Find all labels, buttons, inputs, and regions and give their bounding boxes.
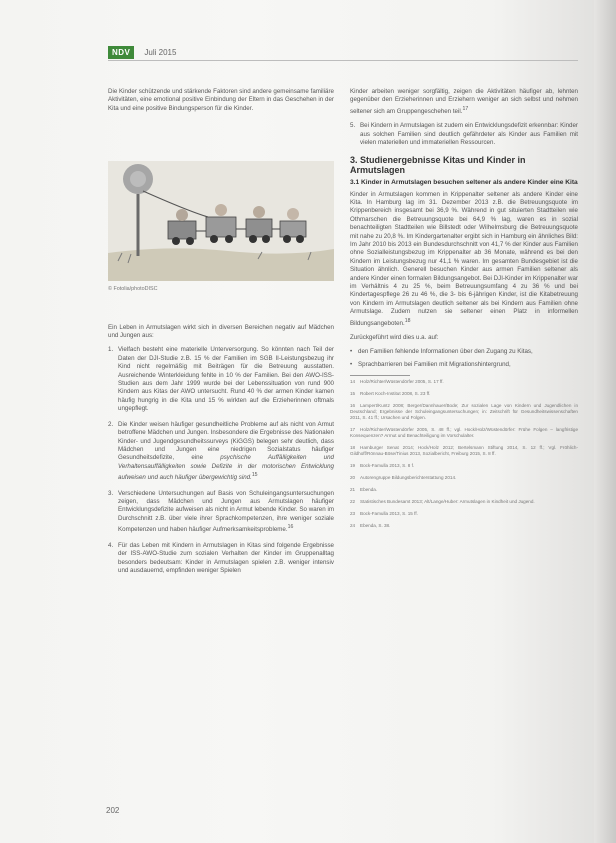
right-column — [350, 88, 578, 535]
body-text: Kinder in Armutslagen kommen in Krippenalter seltener als andere Kinder eine Kita. In Hamburg lag im 31. Dezember 2013 z.B. die Betreuungsquote im Krippenbereich insgesamt bei 36,9 %. Während in gut situierten Stadtteilen wie Othmarschen die Betreuungsquote bei 64,9 % lag, waren es in sozial benachteiligten Stadtteilen wie Billstedt oder Wilhelmsburg die Betreuungsquote mit nahe zu 20,8 %. Im Kindergartenalter ergibt sich in Hamburg ein ähnliches Bild: Im Jahr 2010 bis 2013 ein Bundesdurchschnitt von 41,7 % der Kinder aus Familien ohne Sozialleistungsbezug im Krippenalter ab 36 Monate, während es bei den Kindern im Leistungsbezug nur 41,1 % waren. Im gesamten Bundesgebiet ist die Situation ähnlich. Generell besuchen Kinder aus armen Familien seltener als andere Kinder einen formalen Bildungsangebot. Bei DJI-Kinder im Krippenalter war im Verhältnis 4 zu 25 %, beim Betreuungsumfang 4 zu 36 % und bei Kindertagespflege 26 zu 46 %, die 3- bis 6-jährigen Kinder, ist die Kitabetreuung von Kindern im Armutslagen deutlich seltener als bei Kindern aus Familien ohne Armutslage. Zudem nutzen sie seltener einen Platz in informellen Bildungsangeboten. — [350, 190, 578, 327]
continued-text: Kinder arbeiten weniger sorgfältig, zeigen die Aktivitäten häufiger ab, lehnten gegenüber den Erzieherinnen und Erziehern weniger an sich selbst und nehmen seltener sich am Gruppengeschehen teil. — [350, 88, 578, 115]
page-spine — [594, 0, 616, 843]
footnote-text: Holz/Richter/Wüstendörfer 2005, S. 48 ff.; vgl. Hock/Holz/Wüstendörfer: Frühe Folgen – langfristige Konsequenzen? Armut und Benachteiligung im Vorschulalter. — [350, 427, 578, 439]
list-item — [108, 542, 334, 576]
lead-paragraph: Ein Leben in Armutslagen wirkt sich in diversen Bereichen negativ auf Mädchen und Jungen aus: — [108, 323, 334, 340]
footnote-text: Autorengruppe Bildungsberichterstattung 2014. — [360, 475, 457, 481]
item-number: 3. — [108, 489, 114, 497]
footnote — [350, 511, 578, 517]
list-item: • den Familien fehlende Informationen über den Zugang zu Kitas, — [350, 348, 578, 356]
footnote-number: 14 — [350, 379, 356, 385]
footnote — [350, 475, 578, 481]
item-text: Bei Kindern in Armutslagen ist zudem ein Entwicklungsdefizit erkennbar: Kinder aus solchen Familien sind deutlich gefährdeter als Kinder aus Familien mit vielen materiellen und immateriellen Ressourcen. — [360, 122, 578, 147]
footnotes — [350, 379, 578, 529]
footnote-text: Statistisches Bundesamt 2013; Alt/Lange/Huber: Armutslagen in Kindheit und Jugend. — [360, 499, 535, 505]
footnote-text: Bock-Famulla 2013, S. 15 ff. — [360, 511, 418, 517]
footnote-text: Ebenda, S. 38. — [360, 523, 391, 529]
intro-paragraph: Die Kinder schützende und stärkende Faktoren sind andere gemeinsame familiäre Aktivitäten, eine emotional positive Einbindung der Eltern in das Geschehen in der Kita und eine positive Bindungsperson für die Kinder. — [108, 88, 334, 112]
footnote-text: Holz/Richter/Wüstendörfer 2005, S. 17 ff. — [360, 379, 444, 385]
findings-list-continued — [350, 122, 578, 147]
figure-caption: © Fotolia/photoDISC — [108, 286, 158, 293]
list-item — [108, 421, 334, 483]
footnote-rule — [350, 375, 410, 376]
header-rule — [108, 60, 578, 61]
item-text: Verschiedene Untersuchungen auf Basis von Schuleingangsuntersuchungen zeigen, dass Mädchen und Jungen aus Armutslagen häufiger Entwicklungsdefizite aufweisen als nicht in Armut lebende Kinder. So waren im Durchschnitt z.B. über viele ihrer Sprachkompetenzen, ihre weniger soziale Kompetenzen und haben häufiger Aufmerksamkeitsprobleme. — [118, 489, 334, 534]
findings-list — [108, 346, 334, 575]
footnote-number: 23 — [350, 511, 356, 517]
continued-paragraph — [350, 88, 578, 116]
list-item — [108, 346, 334, 413]
footnote — [350, 445, 578, 457]
footnote — [350, 463, 578, 469]
footnote — [350, 391, 578, 397]
footnote-number: 19 — [350, 463, 356, 469]
item-number: 4. — [108, 541, 114, 549]
footnote-number: 18 — [350, 445, 356, 451]
footnote — [350, 427, 578, 439]
journal-logo: NDV — [108, 46, 134, 59]
footnote-ref: 16 — [287, 524, 294, 531]
footnote-ref: 15 — [251, 472, 258, 479]
footnote-number: 24 — [350, 523, 356, 529]
item-number: 1. — [108, 346, 114, 354]
item-number: 2. — [108, 420, 114, 428]
section-heading: 3. Studienergebnisse Kitas und Kinder in Armutslagen — [350, 154, 526, 175]
subsection-heading: 3.1 Kinder in Armutslagen besuchen seltener als andere Kinder eine Kita — [350, 178, 578, 186]
page-number: 202 — [106, 806, 120, 815]
item-text: Für das Leben mit Kindern in Armutslagen in Kitas sind folgende Ergebnisse der ISS-AWO-Studie zum sozialen Verhalten der Kinder im Gruppenalltag besonders bedeutsam: Kinder in Armutslagen spielen z.B. weniger intensiv und ausdauernd, empfinden weniger Spielen — [118, 541, 334, 574]
item-text: Die Kinder weisen häufiger gesundheitliche Probleme auf als nicht von Armut betroffene Mädchen und Jungen. Insbesondere die Ergebnisse des Nationalen Kinder- und Jugendgesundheitssurveys (KiGGS) belegen sehr deutlich, dass Mädchen und Jungen eine niedrigen Sozialstatus häufiger Gesundheitsdefizite, eine — [118, 420, 334, 462]
left-column — [108, 88, 334, 582]
footnote — [350, 379, 578, 385]
footnote — [350, 487, 578, 493]
footnote-number: 22 — [350, 499, 356, 505]
footnote — [350, 499, 578, 505]
footnote-ref: 18 — [404, 317, 411, 324]
footnote-text: Ebenda. — [360, 487, 378, 493]
list-item — [350, 122, 578, 147]
item-text: Vielfach besteht eine materielle Unterversorgung. So könnten nach Teil der Daten der DJI-Studie z.B. 15 % der Familien im SGB II-Leistungsbezug ihr Kind nicht regelmäßig mit Beiträgen für die Betreuung ausstatten. Ausreichende Winterkleidung fehlte in 10 % der Familien. Bei den AWO-ISS-Studien aus dem Jahr 1999 wurde bei der Lebenssituation von rund 900 Kindern aus Kitas der AWO untersucht. Rund 40 % der armen Kinder kamen häufig hungrig in die Kita und 15 % wirkten auf die Erzieherinnen oftmals ungepflegt. — [118, 346, 334, 413]
item-italic-text: psychische Auffälligkeiten und Verhaltensauffälligkeiten sowie Defizite in der motorischen Entwicklung aufweisen und auch häufiger übergewichtig sind. — [118, 454, 334, 482]
child-drawing-image — [108, 161, 334, 281]
footnote-text: Robert Koch-Institut 2008, S. 23 ff. — [360, 391, 431, 397]
list-item: • Sprachbarrieren bei Familien mit Migrationshintergrund, — [350, 361, 578, 369]
child-drawing-figure — [108, 161, 334, 281]
item-number: 5. — [350, 122, 356, 130]
footnote-text: Hamburger Senat 2014; Hock/Holz 2012; Bertelsmann Stiftung 2014, S. 12 ff.; Vgl. Fröhlich-Gildhoff/Rönnau-Böse/Tinius 2013, Sozialbericht, Freiburg 2015, S. 8 ff. — [350, 445, 578, 457]
footnote-number: 15 — [350, 391, 356, 397]
page-header — [108, 46, 176, 59]
reasons-list — [350, 348, 578, 369]
footnote-number: 16 — [350, 403, 356, 409]
footnote-number: 17 — [350, 427, 356, 433]
list-item — [108, 490, 334, 535]
footnote — [350, 403, 578, 421]
footnote-number: 21 — [350, 487, 356, 493]
body-paragraph — [350, 191, 578, 329]
issue-date: Juli 2015 — [144, 48, 177, 57]
footnote-number: 20 — [350, 475, 356, 481]
reasons-lead: Zurückgeführt wird dies u.a. auf: — [350, 334, 439, 342]
footnote — [350, 523, 578, 529]
footnote-text: Lampert/Kuntz 2008; Berger/Dannhauer/Bode; Zur sozialen Lage von Kindern und Jugendlichen in Deutschland; Ergebnisse der Schuleingangsuntersuchungen; in: Zeitschrift für Gesundheitswissenschaften 2011, S. 41 ff.; Ursachen und Folgen. — [350, 403, 578, 421]
footnote-text: Bock-Famulla 2013, S. 8 f. — [360, 463, 415, 469]
footnote-ref: 17 — [462, 105, 469, 112]
